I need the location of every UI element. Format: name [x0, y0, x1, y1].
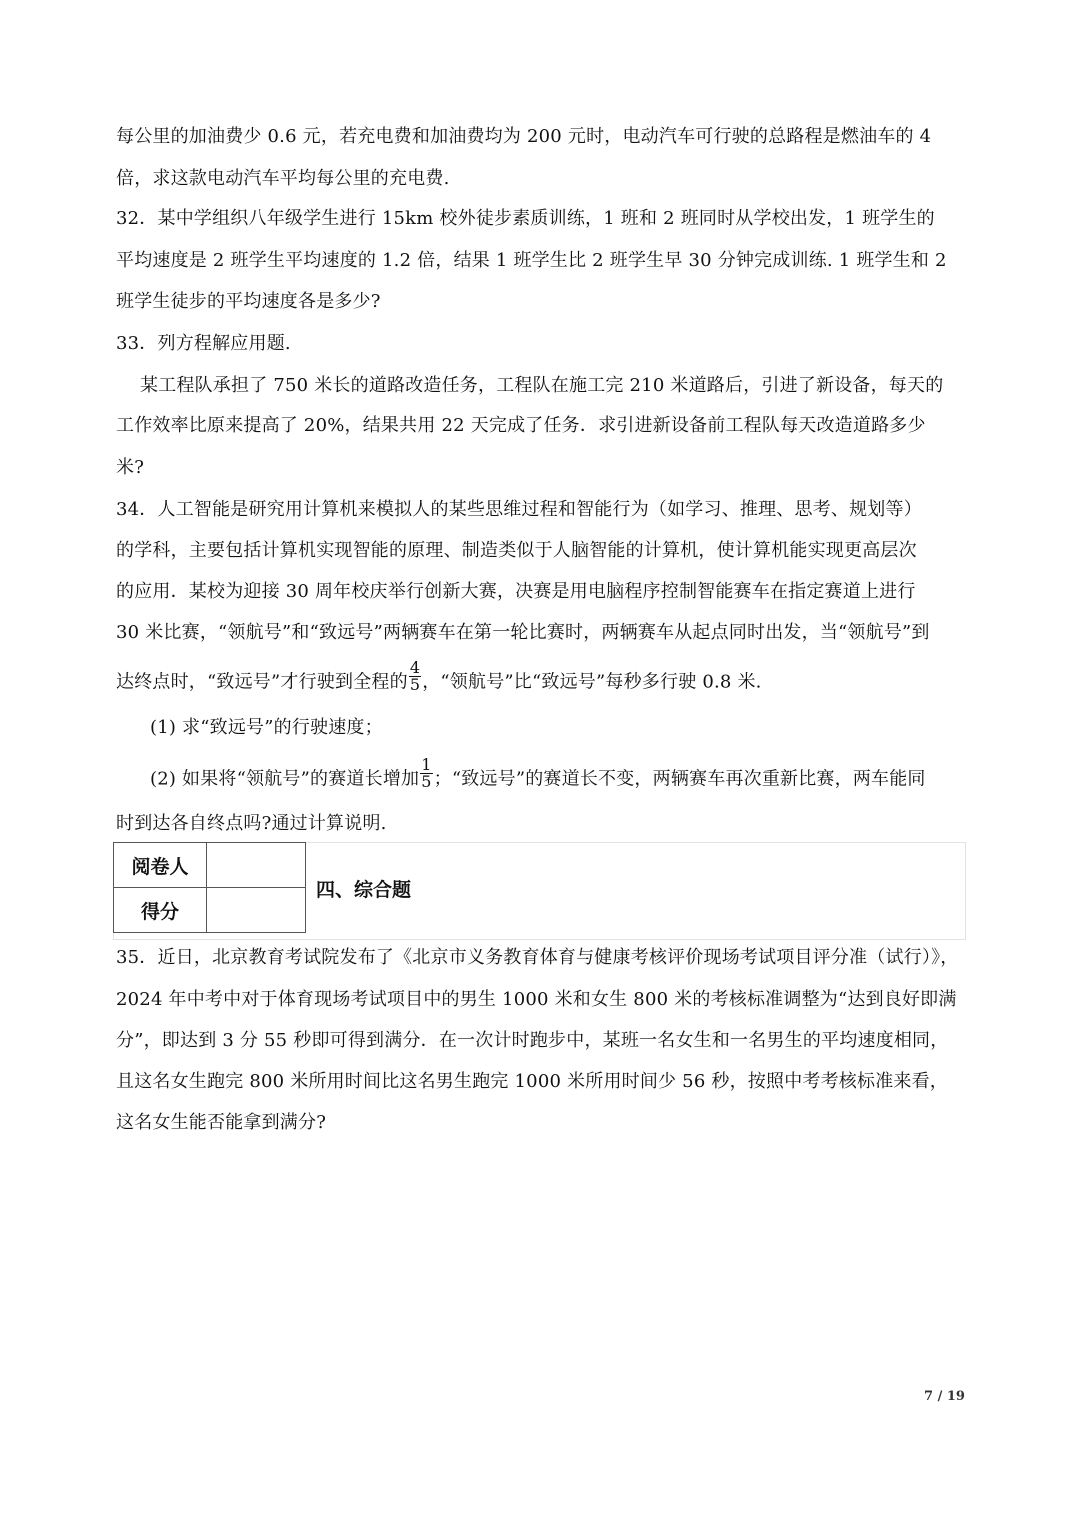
q32-line-1: 32．某中学组织八年级学生进行 15km 校外徒步素质训练，1 班和 2 班同时从学校出发，1 班学生的: [116, 208, 935, 229]
section-title: 四、综合题: [316, 879, 412, 901]
q35-line-2: 2024 年中考中对于体育现场考试项目中的男生 1000 米和女生 800 米的考核标准调整为“达到良好即满: [116, 989, 957, 1010]
q34-line-5: [116, 658, 762, 699]
reviewer-field: [207, 843, 306, 888]
q34-line-1: 34．人工智能是研究用计算机来模拟人的某些思维过程和智能行为（如学习、推理、思考、规划等）: [116, 499, 922, 520]
q32-line-3: 班学生徒步的平均速度各是多少?: [116, 291, 381, 312]
q33-line-2: 某工程队承担了 750 米长的道路改造任务，工程队在施工完 210 米道路后，引进了新设备，每天的: [140, 375, 944, 396]
q31-continued-line-1: 每公里的加油费少 0.6 元，若充电费和加油费均为 200 元时，电动汽车可行驶的总路程是燃油车的 4: [116, 126, 932, 147]
q34-line-5-part-a: 达终点时，“致远号”才行驶到全程的: [116, 671, 408, 693]
fraction-four-fifths: [409, 660, 421, 693]
q35-line-5: 这名女生能否能拿到满分?: [116, 1112, 327, 1133]
q34-sub-2-part-b: ；“致远号”的赛道长不变，两辆赛车再次重新比赛，两车能同: [433, 768, 926, 790]
q35-line-3: 分”，即达到 3 分 55 秒即可得到满分．在一次计时跑步中，某班一名女生和一名男生的平均速度相同，: [116, 1030, 949, 1051]
q34-line-4: 30 米比赛，“领航号”和“致远号”两辆赛车在第一轮比赛时，两辆赛车从起点同时出发，当“领航号”到: [116, 622, 930, 643]
q34-sub-2: [150, 755, 926, 796]
score-label: 得分: [114, 888, 207, 933]
q33-line-3: 工作效率比原来提高了 20%，结果共用 22 天完成了任务．求引进新设备前工程队每天改造道路多少: [116, 415, 926, 436]
q31-continued-line-2: 倍，求这款电动汽车平均每公里的充电费.: [116, 168, 450, 189]
score-field: [207, 888, 306, 933]
fraction-one-fifth: [420, 757, 432, 790]
q34-line-3: 的应用．某校为迎接 30 周年校庆举行创新大赛，决赛是用电脑程序控制智能赛车在指定赛道上进行: [116, 581, 916, 602]
q33-line-4: 米?: [116, 457, 145, 478]
fraction-numerator: 1: [421, 755, 432, 774]
grading-table: [113, 842, 306, 933]
q35-line-4: 且这名女生跑完 800 米所用时间比这名男生跑完 1000 米所用时间少 56 秒，按照中考考核标准来看，: [116, 1071, 948, 1092]
q34-sub-2-line-2: 时到达各自终点吗?通过计算说明.: [116, 813, 387, 834]
fraction-denominator: 5: [409, 675, 421, 694]
page-number: 7 / 19: [924, 1389, 965, 1404]
q34-sub-2-part-a: (2) 如果将“领航号”的赛道长增加: [150, 768, 420, 790]
q35-line-1: 35．近日，北京教育考试院发布了《北京市义务教育体育与健康考核评价现场考试项目评分准（试行）》，: [116, 947, 959, 968]
fraction-numerator: 4: [409, 658, 421, 677]
q34-line-5-part-b: ，“领航号”比“致远号”每秒多行驶 0.8 米.: [422, 671, 762, 693]
fraction-denominator: 5: [421, 772, 432, 791]
q32-line-2: 平均速度是 2 班学生平均速度的 1.2 倍，结果 1 班学生比 2 班学生早 30 分钟完成训练. 1 班学生和 2: [116, 250, 947, 271]
q34-sub-1: (1) 求“致远号”的行驶速度；: [150, 717, 383, 738]
q34-line-2: 的学科，主要包括计算机实现智能的原理、制造类似于人脑智能的计算机，使计算机能实现更高层次: [116, 540, 917, 561]
q33-line-1: 33．列方程解应用题.: [116, 333, 291, 354]
reviewer-label: 阅卷人: [114, 843, 207, 888]
